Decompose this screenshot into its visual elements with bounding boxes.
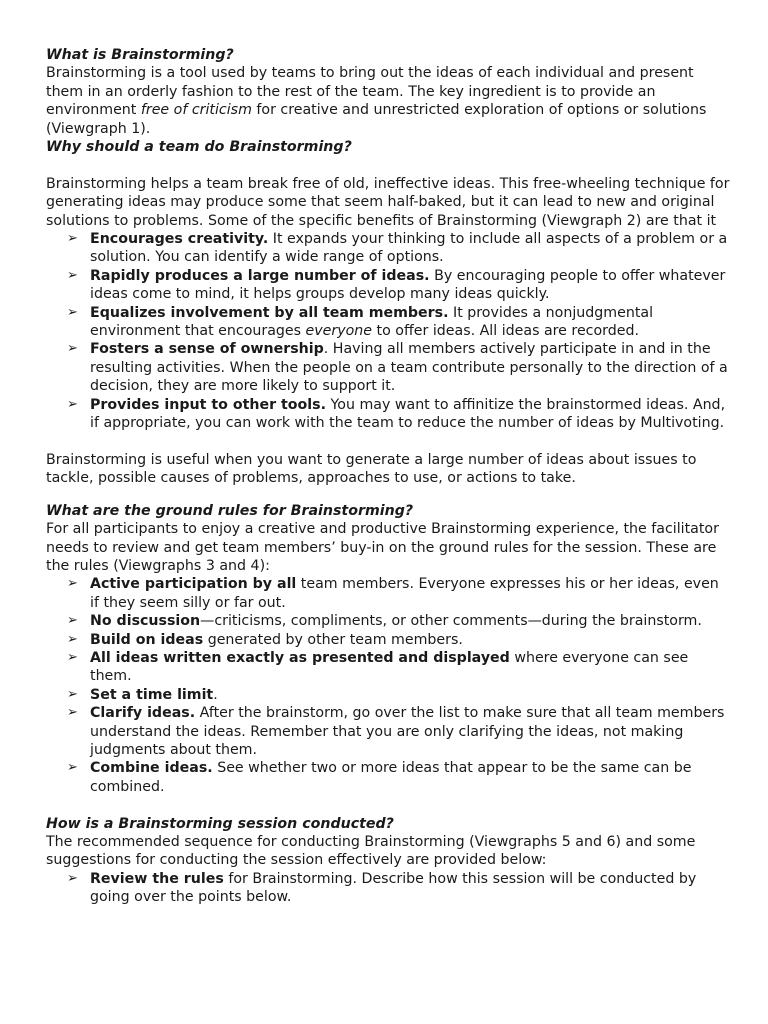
list-item bbox=[67, 631, 730, 649]
list-item-title: Review the rules bbox=[90, 870, 224, 887]
section-paragraph-what-is bbox=[46, 64, 730, 138]
list-item bbox=[67, 759, 730, 796]
list-item-title: Build on ideas bbox=[90, 631, 204, 648]
list-item bbox=[67, 704, 730, 759]
list-item-title: Clarify ideas. bbox=[90, 705, 196, 722]
section-heading-ground-rules: What are the ground rules for Brainstorming? bbox=[46, 502, 414, 519]
list-item bbox=[67, 649, 730, 686]
list-item-text: See whether two or more ideas that appear to be the same can be combined. bbox=[90, 760, 692, 795]
section-heading-what-is: What is Brainstorming? bbox=[46, 47, 234, 63]
arrow-bullet-icon: ➢ bbox=[67, 686, 78, 702]
list-item-text: After the brainstorm, go over the list to make sure that all team members understand the ideas. Remember that you are only clarifying the ideas, not making judgments about them. bbox=[90, 705, 725, 758]
list-item-title: Active participation by all bbox=[90, 576, 297, 593]
list-item-title: No discussion bbox=[90, 613, 201, 630]
paragraph-text: for creative and unrestricted exploration of options or solutions (Viewgraph 1). bbox=[46, 102, 707, 137]
list-item bbox=[67, 575, 730, 612]
list-item-title: Fosters a sense of ownership bbox=[90, 341, 324, 358]
arrow-bullet-icon: ➢ bbox=[67, 267, 78, 283]
list-item bbox=[67, 340, 730, 395]
arrow-bullet-icon: ➢ bbox=[67, 341, 78, 357]
arrow-bullet-icon: ➢ bbox=[67, 631, 78, 647]
list-item bbox=[67, 230, 730, 267]
arrow-bullet-icon: ➢ bbox=[67, 760, 78, 776]
list-item bbox=[67, 267, 730, 304]
section-paragraph-why-outro: Brainstorming is useful when you want to generate a large number of ideas about issues to tackle, possible causes of problems, approaches to use, or actions to take. bbox=[46, 451, 697, 487]
list-item-text: —criticisms, compliments, or other comments—during the brainstorm. bbox=[200, 613, 702, 630]
list-item-title: All ideas written exactly as presented and displayed bbox=[90, 649, 510, 666]
section-paragraph-ground-rules-intro: For all participants to enjoy a creative and productive Brainstorming experience, the facilitator needs to review and get team members’ buy-in on the ground rules for the session. These are the rules (Viewgraphs 3 and 4): bbox=[46, 521, 719, 574]
arrow-bullet-icon: ➢ bbox=[67, 613, 78, 629]
list-item-text: where everyone can see them. bbox=[90, 649, 689, 685]
list-item-text: . bbox=[213, 686, 218, 703]
list-item-emphasis: everyone bbox=[305, 323, 373, 340]
list-item-text: team members. Everyone expresses his or her ideas, even if they seem silly or far out. bbox=[90, 576, 719, 611]
section-heading-why: Why should a team do Brainstorming? bbox=[46, 139, 352, 156]
list-item-title: Set a time limit bbox=[90, 686, 214, 703]
list-item-title: Equalizes involvement by all team members. bbox=[90, 304, 449, 321]
document-page bbox=[46, 46, 730, 907]
list-item-text: generated by other team members. bbox=[203, 631, 463, 648]
list-item bbox=[67, 870, 730, 907]
list-item-text: By encouraging people to offer whatever ideas come to mind, it helps groups develop many ideas quickly. bbox=[90, 267, 726, 303]
list-item bbox=[67, 304, 730, 341]
list-item-title: Provides input to other tools. bbox=[90, 396, 326, 413]
list-item-title: Encourages creativity. bbox=[90, 231, 269, 248]
benefits-list bbox=[46, 230, 730, 432]
list-item-text: for Brainstorming. Describe how this session will be conducted by going over the points below. bbox=[90, 870, 697, 906]
list-item bbox=[67, 686, 730, 704]
list-item-title: Rapidly produces a large number of ideas. bbox=[90, 267, 430, 284]
list-item-title: Combine ideas. bbox=[90, 760, 213, 777]
paragraph-emphasis: free of criticism bbox=[140, 102, 252, 119]
arrow-bullet-icon: ➢ bbox=[67, 649, 78, 665]
paragraph-text: Brainstorming is a tool used by teams to bring out the ideas of each individual and present them in an orderly fashion to the rest of the team. The key ingredient is to provide an environment bbox=[46, 65, 694, 119]
arrow-bullet-icon: ➢ bbox=[67, 304, 78, 320]
section-paragraph-how-intro: The recommended sequence for conducting Brainstorming (Viewgraphs 5 and 6) and some suggestions for conducting the session effectively are provided below: bbox=[46, 834, 696, 869]
section-paragraph-why-intro: Brainstorming helps a team break free of old, ineffective ideas. This free-wheeling technique for generating ideas may produce some that seem half-baked, but it can lead to new and original solutions to problems. Some of the specific benefits of Brainstorming (Viewgraph 2) are that it bbox=[46, 175, 730, 229]
arrow-bullet-icon: ➢ bbox=[67, 705, 78, 721]
section-heading-how-conducted: How is a Brainstorming session conducted? bbox=[46, 815, 394, 832]
list-item-text: You may want to affinitize the brainstormed ideas. And, if appropriate, you can work with the team to reduce the number of ideas by Multivoting. bbox=[90, 396, 726, 432]
list-item-text: to offer ideas. All ideas are recorded. bbox=[372, 323, 639, 340]
list-item-text: It provides a nonjudgmental environment that encourages bbox=[90, 304, 654, 340]
list-item-text: It expands your thinking to include all aspects of a problem or a solution. You can identify a wide range of options. bbox=[90, 231, 728, 266]
list-item-text: . Having all members actively participate in and in the resulting activities. When the people on a team contribute personally to the direction of a decision, they are more likely to support it. bbox=[90, 341, 728, 395]
list-item bbox=[67, 612, 730, 630]
arrow-bullet-icon: ➢ bbox=[67, 870, 78, 886]
list-item bbox=[67, 396, 730, 433]
steps-list bbox=[46, 870, 730, 907]
arrow-bullet-icon: ➢ bbox=[67, 576, 78, 592]
arrow-bullet-icon: ➢ bbox=[67, 396, 78, 412]
rules-list bbox=[46, 575, 730, 796]
arrow-bullet-icon: ➢ bbox=[67, 231, 78, 247]
